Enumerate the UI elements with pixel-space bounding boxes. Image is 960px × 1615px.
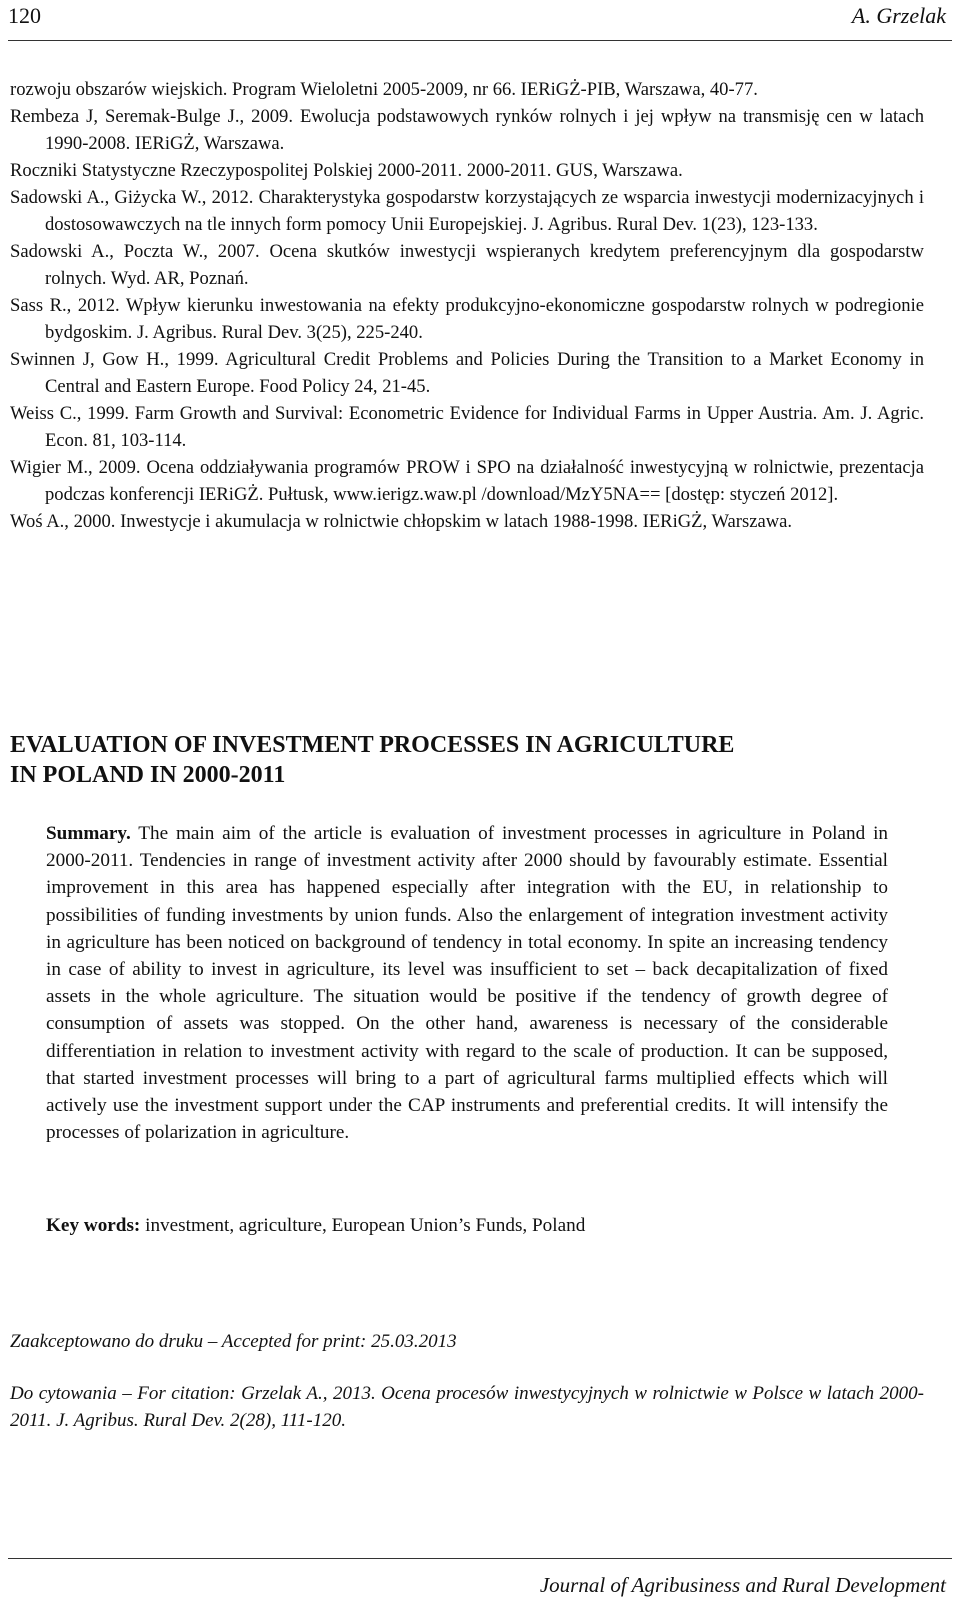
- reference-item: Sadowski A., Giżycka W., 2012. Charakterystyka gospodarstw korzystających ze wsparcia inwestycji modernizacyjnych i dostosowawczych na tle innych form pomocy Unii Europejskiej. J. Agribus. Rural Dev. 1(23), 123-133.: [10, 187, 924, 235]
- reference-item: rozwoju obszarów wiejskich. Program Wieloletni 2005-2009, nr 66. IERiGŻ-PIB, Warszawa, 40-77.: [10, 79, 758, 100]
- journal-name: Journal of Agribusiness and Rural Development: [539, 1573, 946, 1597]
- english-title-line-1: EVALUATION OF INVESTMENT PROCESSES IN AGRICULTURE: [10, 732, 735, 758]
- reference-item: Woś A., 2000. Inwestycje i akumulacja w rolnictwie chłopskim w latach 1988-1998. IERiGŻ, Warszawa.: [10, 511, 793, 532]
- running-header: [8, 0, 952, 41]
- running-footer: [8, 1558, 952, 1615]
- english-title: [10, 730, 910, 790]
- reference-item: Swinnen J, Gow H., 1999. Agricultural Credit Problems and Policies During the Transition to a Market Economy in Central and Eastern Europe. Food Policy 24, 21-45.: [10, 349, 924, 397]
- keywords-line: [46, 1212, 888, 1239]
- summary-text: The main aim of the article is evaluation of investment processes in agriculture in Poland in 2000-2011. Tendencies in range of investment activity after 2000 should by favourably estimate. Essential improvement in this area has happened especially after integration with the EU, in relationship to possibilities of funding investments by union funds. Also the enlargement of integration investment activity in agriculture has been noticed on background of tendency in total economy. In spite an increasing tendency in case of ability to invest in agriculture, its level was insufficient to set – back decapitalization of fixed assets in the whole agriculture. The situation would be positive if the tendency of growth degree of consumption of assets was stopped. On the other hand, awareness is necessary of the considerable differentiation in relation to investment activity with regard to the scale of production. It can be supposed, that started investment processes will bring to a part of agricultural farms multiplied effects which will actively use the investment support under the CAP instruments and preferential credits. It will intensify the processes of polarization in agriculture.: [46, 823, 888, 1144]
- keywords-text: investment, agriculture, European Union’s Funds, Poland: [145, 1215, 586, 1236]
- summary-paragraph: [46, 820, 888, 1146]
- accepted-note: Zaakceptowano do druku – Accepted for print: 25.03.2013: [10, 1331, 457, 1352]
- citation-note: Do cytowania – For citation: Grzelak A., 2013. Ocena procesów inwestycyjnych w rolnictwie w Polsce w latach 2000-2011. J. Agribus. Rural Dev. 2(28), 111-120.: [10, 1383, 924, 1431]
- reference-list: [10, 76, 924, 535]
- reference-item: Weiss C., 1999. Farm Growth and Survival: Econometric Evidence for Individual Farms in Upper Austria. Am. J. Agric. Econ. 81, 103-114.: [10, 403, 924, 451]
- english-title-line-2: IN POLAND IN 2000-2011: [10, 762, 286, 788]
- reference-item: Sass R., 2012. Wpływ kierunku inwestowania na efekty produkcyjno-ekonomiczne gospodarstw rolnych w podregionie bydgoskim. J. Agribus. Rural Dev. 3(25), 225-240.: [10, 295, 924, 343]
- running-author: A. Grzelak: [851, 3, 946, 28]
- summary-label: Summary.: [46, 823, 131, 844]
- reference-item: Rembeza J, Seremak-Bulge J., 2009. Ewolucja podstawowych rynków rolnych i jej wpływ na transmisję cen w latach 1990-2008. IERiGŻ, Warszawa.: [10, 106, 924, 154]
- reference-item: Wigier M., 2009. Ocena oddziaływania programów PROW i SPO na działalność inwestycyjną w rolnictwie, prezentacja podczas konferencji IERiGŻ. Pułtusk, www.ierigz.waw.pl /download/MzY5NA== [dostęp: styczeń 2012].: [10, 457, 924, 505]
- keywords-label: Key words:: [46, 1215, 141, 1236]
- page-number: 120: [8, 3, 41, 28]
- reference-item: Roczniki Statystyczne Rzeczypospolitej Polskiej 2000-2011. 2000-2011. GUS, Warszawa.: [10, 160, 683, 181]
- reference-item: Sadowski A., Poczta W., 2007. Ocena skutków inwestycji wspieranych kredytem preferencyjnym dla gospodarstw rolnych. Wyd. AR, Poznań.: [10, 241, 924, 289]
